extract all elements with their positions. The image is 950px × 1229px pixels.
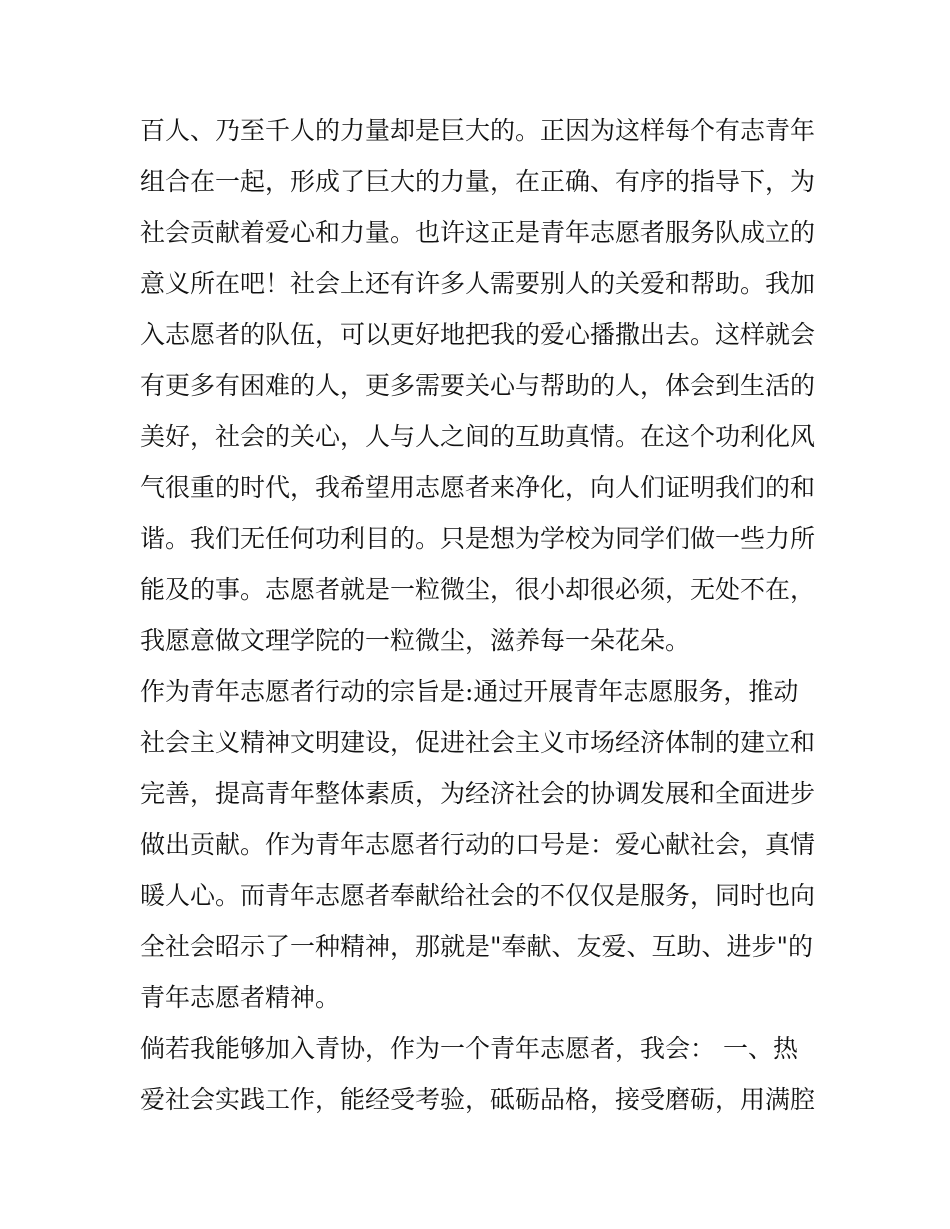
text-line: 社会贡献着爱心和力量。也许这正是青年志愿者服务队成立的 <box>140 218 816 247</box>
text-line: 百人、乃至千人的力量却是巨大的。正因为这样每个有志青年 <box>140 116 816 145</box>
text-line: 我愿意做文理学院的一粒微尘，滋养每一朵花朵。 <box>140 626 691 655</box>
text-line: 爱社会实践工作，能经受考验，砥砺品格，接受磨砺，用满腔 <box>140 1085 816 1114</box>
text-line: 入志愿者的队伍，可以更好地把我的爱心播撒出去。这样就会 <box>140 320 816 349</box>
text-line: 做出贡献。作为青年志愿者行动的口号是：爱心献社会，真情 <box>140 830 816 859</box>
text-line: 社会主义精神文明建设，促进社会主义市场经济体制的建立和 <box>140 728 816 757</box>
text-line: 有更多有困难的人，更多需要关心与帮助的人，体会到生活的 <box>140 371 816 400</box>
text-line: 倘若我能够加入青协，作为一个青年志愿者，我会： 一、热 <box>140 1034 798 1063</box>
text-line: 气很重的时代，我希望用志愿者来净化，向人们证明我们的和 <box>140 473 816 502</box>
text-line: 意义所在吧！社会上还有许多人需要别人的关爱和帮助。我加 <box>140 269 816 298</box>
text-line: 组合在一起，形成了巨大的力量，在正确、有序的指导下，为 <box>140 167 816 196</box>
text-line: 谐。我们无任何功利目的。只是想为学校为同学们做一些力所 <box>140 524 816 553</box>
text-line: 全社会昭示了一种精神，那就是"奉献、友爱、互助、进步"的 <box>140 932 814 961</box>
text-line: 完善，提高青年整体素质，为经济社会的协调发展和全面进步 <box>140 779 816 808</box>
text-line: 作为青年志愿者行动的宗旨是:通过开展青年志愿服务，推动 <box>140 677 799 706</box>
text-line: 暖人心。而青年志愿者奉献给社会的不仅仅是服务，同时也向 <box>140 881 816 910</box>
text-line: 青年志愿者精神。 <box>140 983 341 1012</box>
body-text <box>140 108 820 1128</box>
text-line: 美好，社会的关心，人与人之间的互助真情。在这个功利化风 <box>140 422 816 451</box>
text-line: 能及的事。志愿者就是一粒微尘，很小却很必须，无处不在， <box>140 575 816 604</box>
